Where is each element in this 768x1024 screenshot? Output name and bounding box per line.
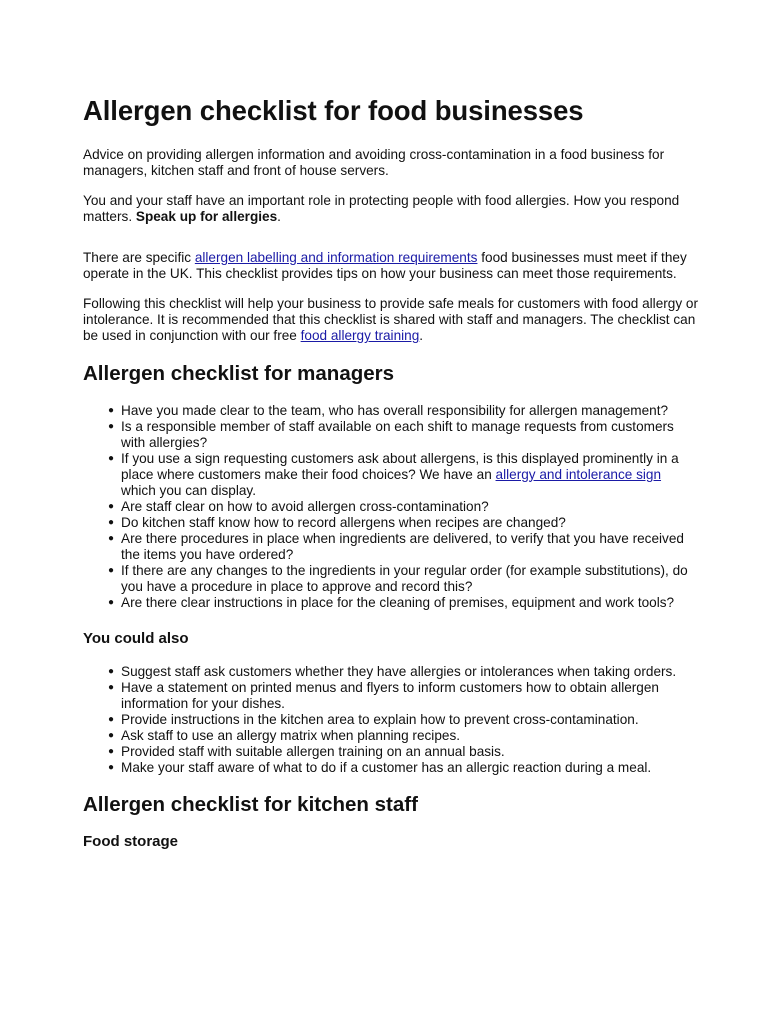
managers-checklist <box>83 403 698 611</box>
could-also-list <box>83 664 698 776</box>
bullet-icon: ● <box>108 516 115 528</box>
role-end: . <box>277 208 281 224</box>
bullet-icon: ● <box>108 404 115 416</box>
bullet-icon: ● <box>108 745 115 757</box>
managers-heading: Allergen checklist for managers <box>83 361 395 385</box>
could-also-heading: You could also <box>83 629 189 647</box>
bullet-icon: ● <box>108 500 115 512</box>
page-title: Allergen checklist for food businesses <box>83 95 584 126</box>
list-item: ● Are there procedures in place when ingredients are delivered, to verify that you have received the items you have ordered? <box>108 530 684 562</box>
list-item: ● Make your staff aware of what to do if a customer has an allergic reaction during a meal. <box>108 759 652 775</box>
bullet-icon: ● <box>108 713 115 725</box>
allergy-intolerance-sign-link[interactable]: allergy and intolerance sign <box>495 466 662 482</box>
food-allergy-training-link[interactable]: food allergy training <box>300 328 420 344</box>
list-item: ● Is a responsible member of staff available on each shift to manage requests from customers with allergies? <box>108 418 674 450</box>
list-item: ● If there are any changes to the ingredients in your regular order (for example substitutions), do you have a procedure in place to approve and record this? <box>108 562 688 594</box>
bullet-icon: ● <box>108 729 115 741</box>
list-item: ● If you use a sign requesting customers ask about allergens, is this displayed prominently in a place where customers make their food choices? We have an allergy and intolerance sign which you can display. <box>108 450 679 498</box>
bullet-icon: ● <box>108 681 115 693</box>
role-text: You and your staff have an important role in protecting people with food allergies. How you respond matters. <box>83 192 680 224</box>
bullet-icon: ● <box>108 761 115 773</box>
list-item: ● Have you made clear to the team, who has overall responsibility for allergen management? <box>108 402 669 418</box>
bullet-icon: ● <box>108 420 115 432</box>
list-item: ● Are staff clear on how to avoid allergen cross-contamination? <box>108 498 489 514</box>
speak-up-bold: Speak up for allergies <box>135 208 278 224</box>
requirements-pre: There are specific <box>83 250 195 266</box>
requirements-post: food businesses must meet if they operate in the UK. This checklist provides tips on how your business can meet those requirements. <box>83 250 687 282</box>
list-item: ● Suggest staff ask customers whether they have allergies or intolerances when taking orders. <box>108 663 677 679</box>
food-storage-heading: Food storage <box>83 832 179 850</box>
following-post: . <box>419 328 424 344</box>
allergen-requirements-link[interactable]: allergen labelling and information requirements <box>194 250 478 266</box>
role-paragraph <box>83 193 698 226</box>
requirements-paragraph <box>83 250 698 283</box>
list-item: ● Provide instructions in the kitchen area to explain how to prevent cross-contamination. <box>108 711 639 727</box>
bullet-icon: ● <box>108 532 115 544</box>
intro-paragraph: Advice on providing allergen information and avoiding cross-contamination in a food business for managers, kitchen staff and front of house servers. <box>83 147 665 179</box>
kitchen-heading: Allergen checklist for kitchen staff <box>83 792 418 816</box>
list-item: ● Ask staff to use an allergy matrix when planning recipes. <box>108 727 461 743</box>
bullet-icon: ● <box>108 665 115 677</box>
following-paragraph <box>83 296 698 345</box>
following-pre: Following this checklist will help your business to provide safe meals for customers with food allergy or intolerance. It is recommended that this checklist is shared with staff and managers. The checklist can be used in conjunction with our free <box>83 295 699 344</box>
list-item: ● Are there clear instructions in place for the cleaning of premises, equipment and work tools? <box>108 594 675 610</box>
bullet-icon: ● <box>108 564 115 576</box>
list-item: ● Provided staff with suitable allergen training on an annual basis. <box>108 743 505 759</box>
bullet-icon: ● <box>108 452 115 464</box>
bullet-icon: ● <box>108 596 115 608</box>
list-item: ● Do kitchen staff know how to record allergens when recipes are changed? <box>108 514 566 530</box>
list-item: ● Have a statement on printed menus and flyers to inform customers how to obtain allergen information for your dishes. <box>108 679 659 711</box>
